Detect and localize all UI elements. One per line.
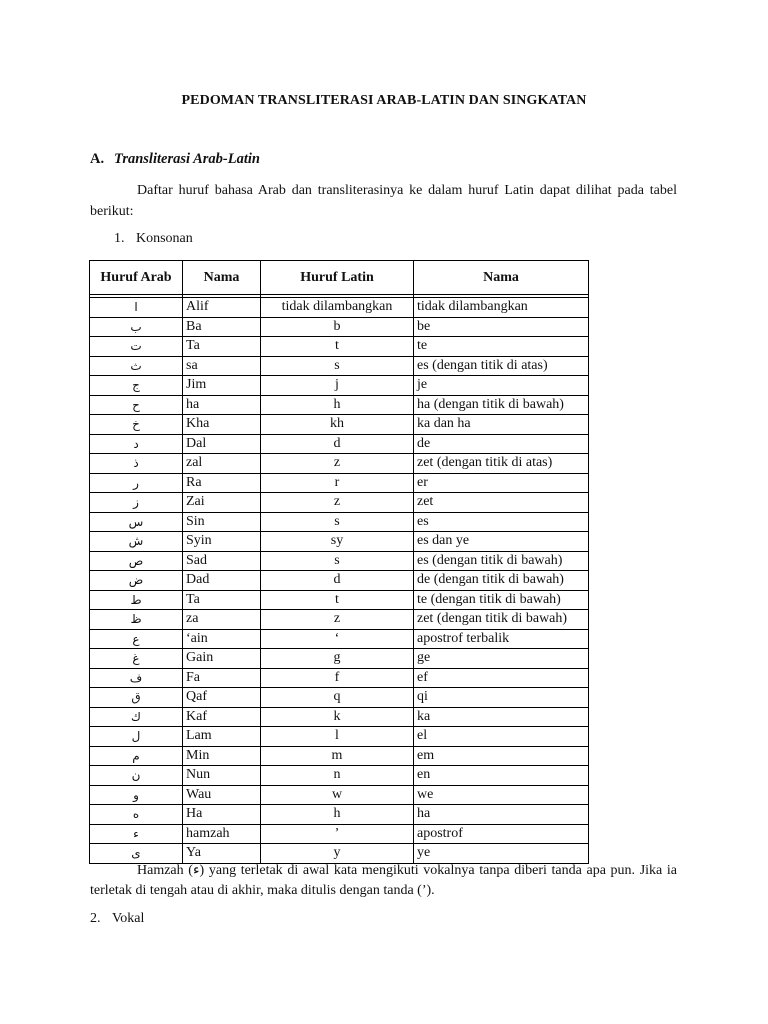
table-header-row — [90, 261, 589, 295]
cell-nama: ‘ain — [183, 629, 261, 649]
cell-nama: Min — [183, 746, 261, 766]
cell-nama-2: es dan ye — [414, 532, 589, 552]
cell-nama: Zai — [183, 493, 261, 513]
cell-huruf-latin: s — [261, 512, 414, 532]
cell-huruf-latin: s — [261, 551, 414, 571]
cell-nama: Lam — [183, 727, 261, 747]
cell-huruf-arab: ه — [90, 805, 183, 825]
header-huruf-arab: Huruf Arab — [90, 261, 183, 295]
cell-huruf-latin: z — [261, 454, 414, 474]
table-row — [90, 805, 589, 825]
cell-huruf-latin: y — [261, 844, 414, 864]
cell-huruf-arab: غ — [90, 649, 183, 669]
cell-nama-2: er — [414, 473, 589, 493]
cell-huruf-arab: خ — [90, 415, 183, 435]
table-row — [90, 415, 589, 435]
cell-nama: Alif — [183, 298, 261, 318]
cell-nama-2: ka — [414, 707, 589, 727]
cell-huruf-arab: ق — [90, 688, 183, 708]
cell-nama: za — [183, 610, 261, 630]
cell-huruf-latin: z — [261, 610, 414, 630]
cell-huruf-latin: w — [261, 785, 414, 805]
cell-nama: ha — [183, 395, 261, 415]
cell-nama: Kha — [183, 415, 261, 435]
subheading-number: 2. — [90, 911, 101, 926]
header-huruf-latin: Huruf Latin — [261, 261, 414, 295]
cell-huruf-arab: ع — [90, 629, 183, 649]
table-row — [90, 785, 589, 805]
cell-nama-2: apostrof terbalik — [414, 629, 589, 649]
cell-huruf-arab: ص — [90, 551, 183, 571]
cell-huruf-arab: ر — [90, 473, 183, 493]
cell-nama: Ba — [183, 317, 261, 337]
cell-huruf-latin: f — [261, 668, 414, 688]
cell-huruf-arab: ى — [90, 844, 183, 864]
cell-nama: Ya — [183, 844, 261, 864]
cell-nama: Dal — [183, 434, 261, 454]
cell-nama-2: qi — [414, 688, 589, 708]
table-row — [90, 766, 589, 786]
subheading-number: 1. — [114, 231, 125, 246]
table-body — [90, 295, 589, 864]
section-letter: A. — [90, 151, 105, 167]
cell-nama: zal — [183, 454, 261, 474]
cell-nama: Syin — [183, 532, 261, 552]
konsonan-table — [89, 260, 589, 864]
cell-nama: Jim — [183, 376, 261, 396]
cell-huruf-latin: s — [261, 356, 414, 376]
header-nama: Nama — [183, 261, 261, 295]
cell-huruf-latin: n — [261, 766, 414, 786]
cell-huruf-latin: l — [261, 727, 414, 747]
cell-nama-2: es (dengan titik di bawah) — [414, 551, 589, 571]
cell-huruf-latin: j — [261, 376, 414, 396]
cell-huruf-latin: k — [261, 707, 414, 727]
table-row — [90, 493, 589, 513]
cell-nama-2: zet — [414, 493, 589, 513]
cell-huruf-arab: ح — [90, 395, 183, 415]
cell-huruf-arab: ض — [90, 571, 183, 591]
cell-nama: Wau — [183, 785, 261, 805]
section-heading-text: Transliterasi Arab-Latin — [114, 151, 260, 167]
table-row — [90, 512, 589, 532]
cell-huruf-latin: t — [261, 590, 414, 610]
cell-huruf-latin: h — [261, 805, 414, 825]
cell-huruf-arab: و — [90, 785, 183, 805]
cell-huruf-arab: ز — [90, 493, 183, 513]
table-row — [90, 707, 589, 727]
cell-huruf-arab: م — [90, 746, 183, 766]
cell-huruf-arab: ط — [90, 590, 183, 610]
section-heading-a — [90, 151, 260, 168]
cell-huruf-latin: g — [261, 649, 414, 669]
cell-nama: Gain — [183, 649, 261, 669]
cell-nama-2: te (dengan titik di bawah) — [414, 590, 589, 610]
cell-huruf-latin: m — [261, 746, 414, 766]
cell-huruf-arab: ف — [90, 668, 183, 688]
table-row — [90, 395, 589, 415]
table-row — [90, 454, 589, 474]
table-row — [90, 824, 589, 844]
cell-nama-2: we — [414, 785, 589, 805]
cell-nama: Ta — [183, 337, 261, 357]
cell-huruf-arab: ا — [90, 298, 183, 318]
table-row — [90, 746, 589, 766]
table-row — [90, 629, 589, 649]
table-row — [90, 610, 589, 630]
cell-huruf-latin: t — [261, 337, 414, 357]
cell-nama: Kaf — [183, 707, 261, 727]
cell-nama: Fa — [183, 668, 261, 688]
cell-huruf-latin: d — [261, 434, 414, 454]
cell-huruf-arab: ش — [90, 532, 183, 552]
cell-nama-2: zet (dengan titik di bawah) — [414, 610, 589, 630]
cell-huruf-latin: z — [261, 493, 414, 513]
cell-huruf-arab: د — [90, 434, 183, 454]
cell-nama: Ra — [183, 473, 261, 493]
cell-huruf-arab: ل — [90, 727, 183, 747]
cell-nama-2: zet (dengan titik di atas) — [414, 454, 589, 474]
cell-nama-2: de — [414, 434, 589, 454]
cell-nama: Dad — [183, 571, 261, 591]
table-row — [90, 434, 589, 454]
cell-nama-2: es — [414, 512, 589, 532]
cell-nama-2: en — [414, 766, 589, 786]
table-row — [90, 473, 589, 493]
table-row — [90, 727, 589, 747]
table-row — [90, 532, 589, 552]
cell-nama-2: em — [414, 746, 589, 766]
cell-nama-2: ha — [414, 805, 589, 825]
cell-huruf-arab: ء — [90, 824, 183, 844]
cell-huruf-latin: d — [261, 571, 414, 591]
cell-nama-2: ha (dengan titik di bawah) — [414, 395, 589, 415]
table-row — [90, 649, 589, 669]
cell-nama-2: ef — [414, 668, 589, 688]
subheading-label: Konsonan — [136, 231, 193, 246]
table-row — [90, 298, 589, 318]
table-row — [90, 590, 589, 610]
cell-nama-2: tidak dilambangkan — [414, 298, 589, 318]
cell-nama: Sad — [183, 551, 261, 571]
intro-paragraph: Daftar huruf bahasa Arab dan transliterasinya ke dalam huruf Latin dapat dilihat pada tabel berikut: — [90, 183, 677, 219]
cell-nama-2: je — [414, 376, 589, 396]
cell-nama: sa — [183, 356, 261, 376]
cell-huruf-arab: ث — [90, 356, 183, 376]
cell-nama: Qaf — [183, 688, 261, 708]
cell-nama-2: el — [414, 727, 589, 747]
cell-nama-2: be — [414, 317, 589, 337]
page-title: PEDOMAN TRANSLITERASI ARAB-LATIN DAN SINGKATAN — [181, 93, 587, 108]
cell-nama: Nun — [183, 766, 261, 786]
cell-huruf-latin: ‘ — [261, 629, 414, 649]
cell-nama-2: ye — [414, 844, 589, 864]
cell-huruf-latin: tidak dilambangkan — [261, 298, 414, 318]
cell-nama-2: ge — [414, 649, 589, 669]
cell-nama-2: te — [414, 337, 589, 357]
cell-huruf-latin: kh — [261, 415, 414, 435]
table-row — [90, 337, 589, 357]
cell-nama: Ha — [183, 805, 261, 825]
subheading-vokal — [90, 911, 144, 927]
cell-nama: Sin — [183, 512, 261, 532]
cell-nama-2: de (dengan titik di bawah) — [414, 571, 589, 591]
table-row — [90, 688, 589, 708]
table-row — [90, 668, 589, 688]
cell-nama-2: apostrof — [414, 824, 589, 844]
cell-huruf-latin: b — [261, 317, 414, 337]
cell-huruf-arab: ن — [90, 766, 183, 786]
cell-nama-2: es (dengan titik di atas) — [414, 356, 589, 376]
cell-huruf-arab: ج — [90, 376, 183, 396]
cell-huruf-latin: sy — [261, 532, 414, 552]
table-row — [90, 317, 589, 337]
table-row — [90, 376, 589, 396]
cell-huruf-latin: r — [261, 473, 414, 493]
cell-huruf-arab: ك — [90, 707, 183, 727]
table-row — [90, 571, 589, 591]
cell-huruf-arab: ظ — [90, 610, 183, 630]
cell-huruf-arab: ت — [90, 337, 183, 357]
subheading-konsonan — [114, 231, 193, 247]
cell-huruf-latin: ’ — [261, 824, 414, 844]
header-nama-2: Nama — [414, 261, 589, 295]
table-row — [90, 356, 589, 376]
table-row — [90, 551, 589, 571]
subheading-label: Vokal — [112, 911, 145, 926]
cell-nama: Ta — [183, 590, 261, 610]
hamzah-note: Hamzah (ء) yang terletak di awal kata mengikuti vokalnya tanpa diberi tanda apa pun. Jika ia terletak di tengah atau di akhir, maka ditulis dengan tanda (’). — [90, 863, 677, 898]
cell-huruf-arab: س — [90, 512, 183, 532]
cell-huruf-arab: ذ — [90, 454, 183, 474]
cell-nama: hamzah — [183, 824, 261, 844]
cell-nama-2: ka dan ha — [414, 415, 589, 435]
cell-huruf-arab: ب — [90, 317, 183, 337]
cell-huruf-latin: h — [261, 395, 414, 415]
cell-huruf-latin: q — [261, 688, 414, 708]
